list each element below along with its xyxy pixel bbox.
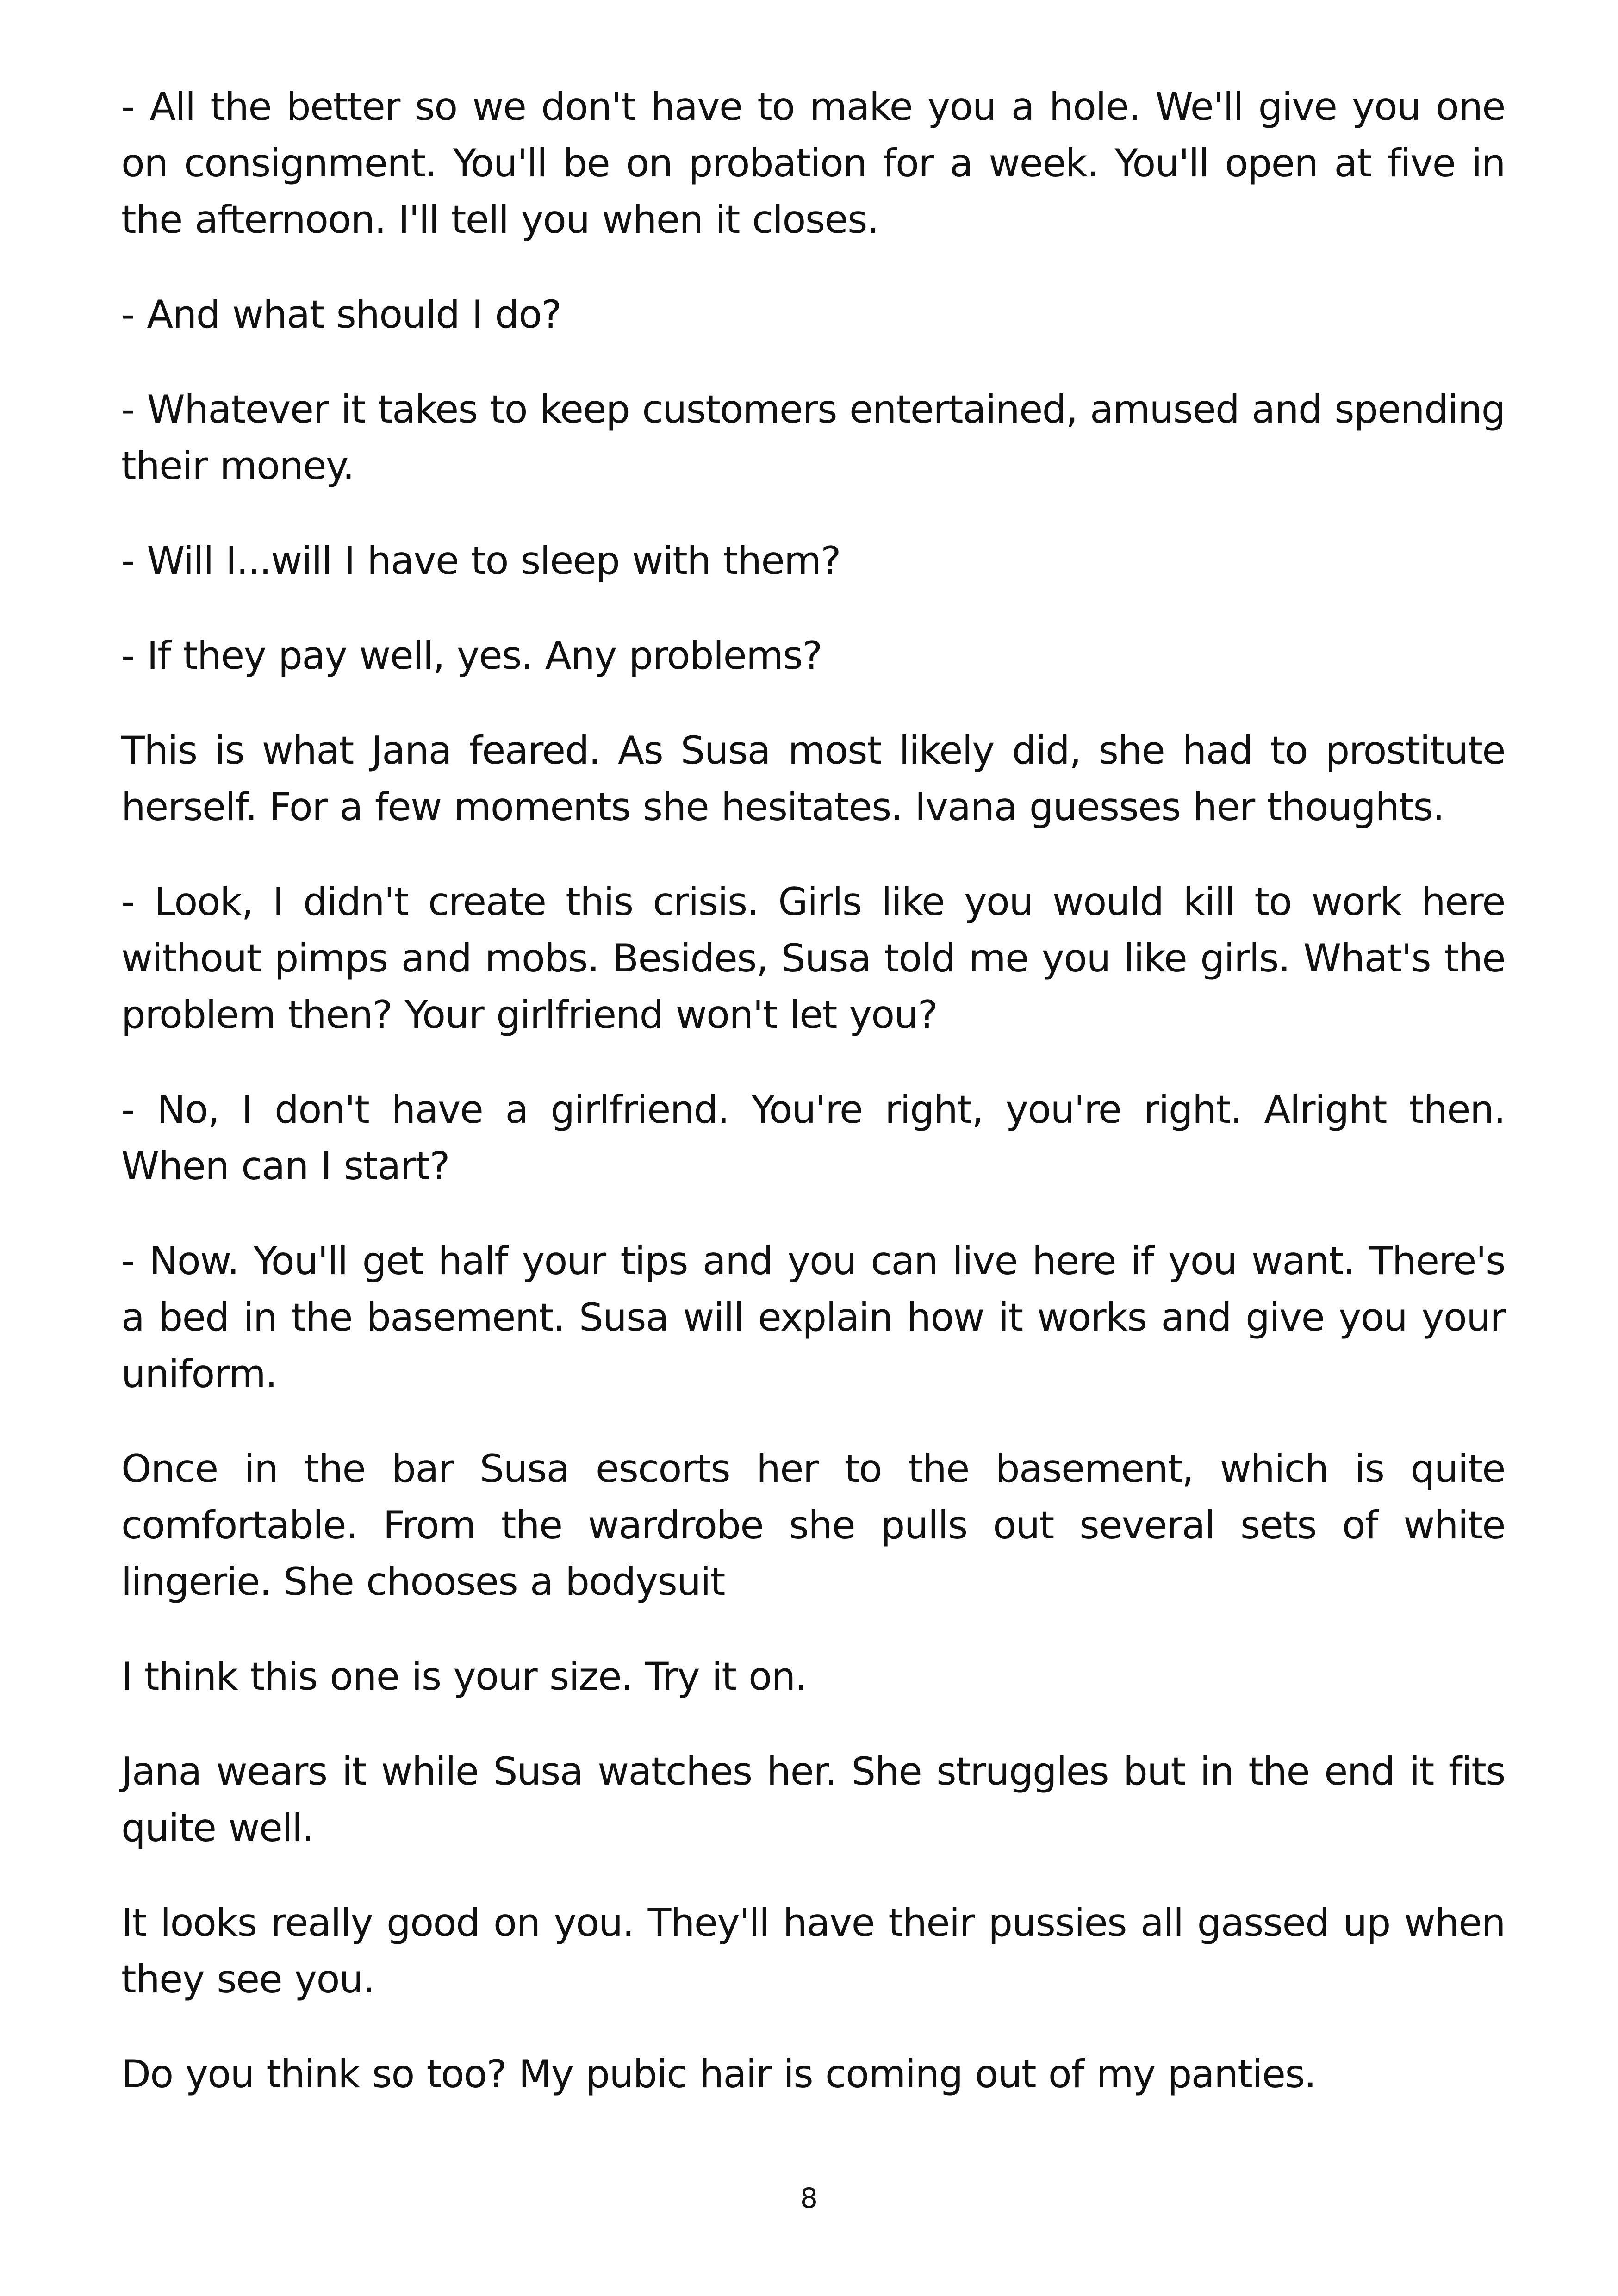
paragraph: - If they pay well, yes. Any problems? bbox=[121, 633, 822, 678]
paragraph: - Now. You'll get half your tips and you can live here if you want. There's a bed in the basement. Susa will explain how it works and give you your uniform. bbox=[121, 1238, 1505, 1396]
page-number: 8 bbox=[800, 2182, 818, 2215]
document-body bbox=[121, 79, 1505, 2141]
paragraph: - Look, I didn't create this crisis. Girls like you would kill to work here without pimps and mobs. Besides, Susa told me you like girls. What's the problem then? Your girlfriend won't let you? bbox=[121, 879, 1505, 1037]
paragraph: - No, I don't have a girlfriend. You're right, you're right. Alright then. When can I start? bbox=[121, 1087, 1505, 1188]
paragraph: - All the better so we don't have to make you a hole. We'll give you one on consignment. You'll be on probation for a week. You'll open at five in the afternoon. I'll tell you when it closes. bbox=[121, 84, 1505, 242]
paragraph: Do you think so too? My pubic hair is coming out of my panties. bbox=[121, 2052, 1316, 2097]
paragraph: Once in the bar Susa escorts her to the basement, which is quite comfortable. From the wardrobe she pulls out several sets of white lingerie. She chooses a bodysuit bbox=[121, 1446, 1505, 1604]
paragraph: I think this one is your size. Try it on. bbox=[121, 1654, 807, 1699]
paragraph: This is what Jana feared. As Susa most likely did, she had to prostitute herself. For a few moments she hesitates. Ivana guesses her thoughts. bbox=[121, 728, 1505, 829]
paragraph: - Will I...will I have to sleep with them? bbox=[121, 538, 840, 583]
paragraph: - Whatever it takes to keep customers entertained, amused and spending their money. bbox=[121, 387, 1505, 488]
paragraph: Jana wears it while Susa watches her. She struggles but in the end it fits quite well. bbox=[121, 1749, 1505, 1850]
paragraph: - And what should I do? bbox=[121, 292, 561, 337]
paragraph: It looks really good on you. They'll have their pussies all gassed up when they see you. bbox=[121, 1900, 1505, 2002]
